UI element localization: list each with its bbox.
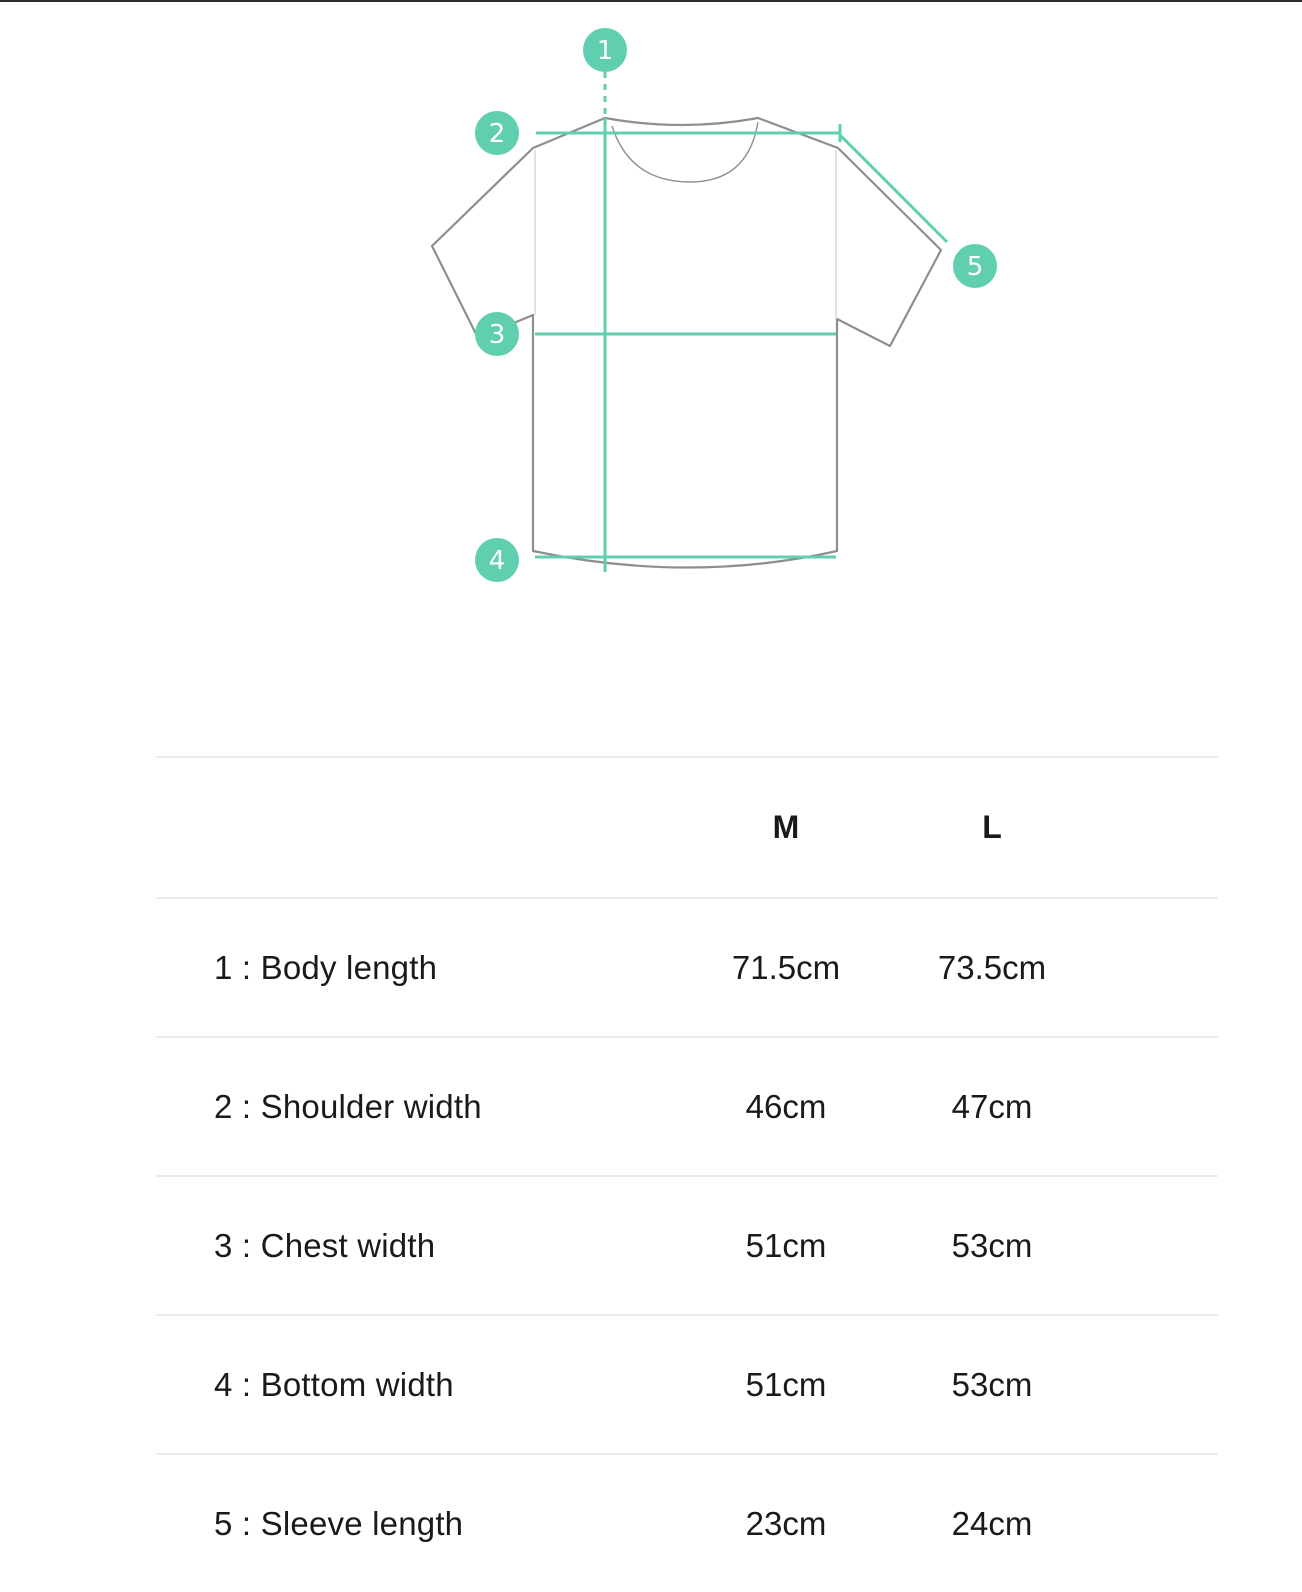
column-header-m: M: [772, 809, 800, 845]
marker-4-label: 4: [488, 546, 506, 576]
table-row-body-length: [156, 897, 1218, 1036]
tshirt-collar: [612, 122, 758, 182]
value-m: 51cm: [745, 1365, 827, 1403]
marker-5: [953, 244, 997, 288]
marker-2-label: 2: [488, 119, 506, 149]
value-l: 47cm: [951, 1087, 1033, 1125]
value-m: 51cm: [745, 1226, 827, 1264]
value-l: 53cm: [951, 1365, 1033, 1403]
table-row-sleeve-length: [156, 1453, 1218, 1592]
column-header-l: L: [982, 809, 1002, 845]
row-label: 4 : Bottom width: [214, 1365, 454, 1403]
value-m: 71.5cm: [731, 948, 841, 986]
value-l: 73.5cm: [937, 948, 1047, 986]
marker-2: [475, 111, 519, 155]
size-table-header: [156, 756, 1218, 897]
value-m: 46cm: [745, 1087, 827, 1125]
row-label: 3 : Chest width: [214, 1226, 436, 1264]
marker-4: [475, 538, 519, 582]
sleeve-length-line: [840, 135, 947, 242]
table-row-shoulder-width: [156, 1036, 1218, 1175]
table-row-chest-width: [156, 1175, 1218, 1314]
row-label: 2 : Shoulder width: [214, 1087, 482, 1125]
marker-1-label: 1: [596, 36, 614, 66]
marker-1: [583, 28, 627, 72]
row-label: 5 : Sleeve length: [214, 1504, 464, 1542]
table-row-bottom-width: [156, 1314, 1218, 1453]
value-l: 53cm: [951, 1226, 1033, 1264]
size-table: [156, 756, 1218, 1592]
marker-5-label: 5: [966, 252, 984, 282]
marker-3-label: 3: [488, 320, 506, 350]
row-label: 1 : Body length: [214, 948, 438, 986]
marker-3: [475, 312, 519, 356]
value-l: 24cm: [951, 1504, 1033, 1542]
measurement-lines: [535, 72, 947, 572]
tshirt-measurement-diagram: [0, 0, 1302, 640]
value-m: 23cm: [745, 1504, 827, 1542]
